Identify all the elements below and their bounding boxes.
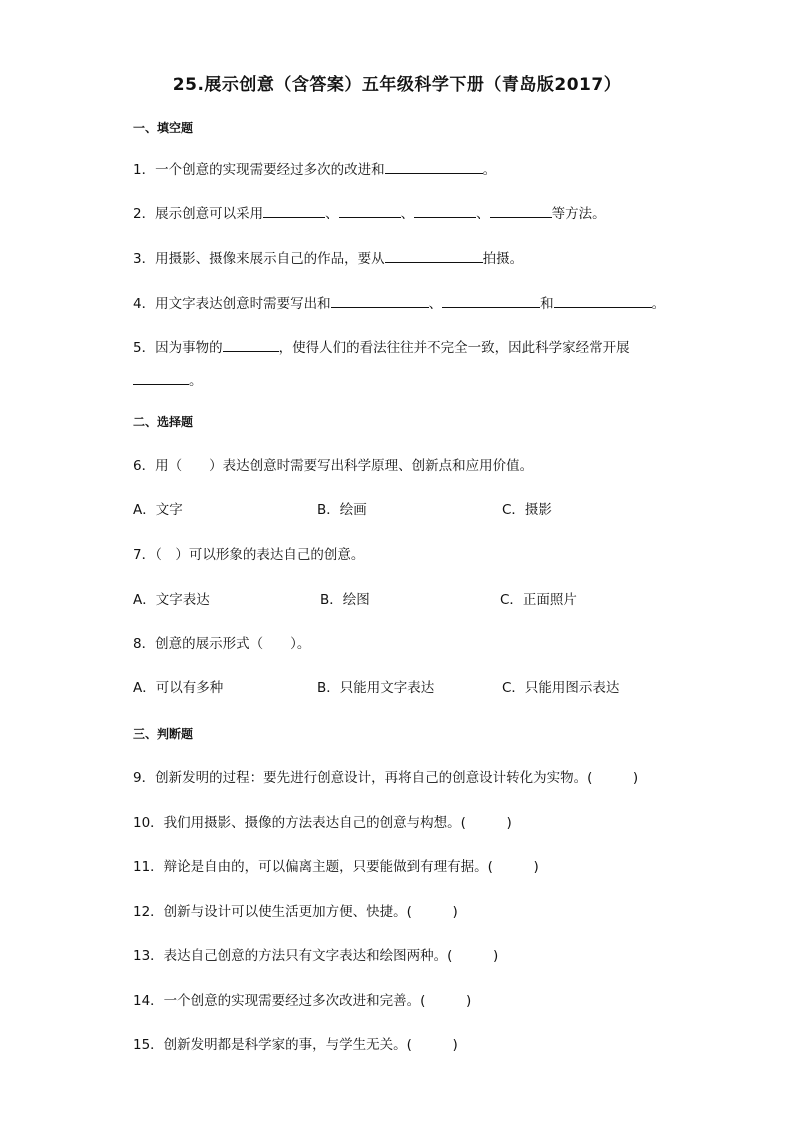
section-fill-heading: 一、填空题 [133, 121, 194, 135]
separator: 、 [325, 206, 339, 222]
option-c[interactable]: C．摄影 [502, 502, 552, 518]
answer-blank[interactable] [263, 202, 325, 218]
answer-blank[interactable] [554, 292, 652, 308]
question-text: 。 [651, 296, 666, 312]
question-text: 3．用摄影、摄像来展示自己的作品，要从 [133, 251, 385, 267]
separator: 、 [428, 296, 443, 312]
option-c[interactable]: C．正面照片 [500, 592, 577, 608]
question-text: 4．用文字表达创意时需要写出和 [133, 296, 331, 312]
separator: 、 [400, 206, 415, 222]
answer-blank[interactable] [490, 202, 552, 218]
question-5 [133, 336, 630, 358]
question-text: 拍摄。 [482, 251, 524, 267]
option-b[interactable]: B．只能用文字表达 [317, 680, 435, 696]
question-2 [133, 202, 606, 224]
question-5-continued [133, 369, 203, 391]
question-8: 8．创意的展示形式（ ）。 [133, 636, 311, 652]
separator: 、 [476, 206, 490, 222]
answer-blank[interactable] [223, 336, 279, 352]
question-1 [133, 158, 496, 180]
question-text: 1．一个创意的实现需要经过多次的改进和 [133, 162, 385, 178]
question-text: 。 [482, 162, 497, 178]
question-6: 6．用（ ）表达创意时需要写出科学原理、创新点和应用价值。 [133, 458, 534, 474]
question-text: ，使得人们的看法往往并不完全一致，因此科学家经常开展 [278, 340, 630, 356]
question-text: 。 [189, 373, 203, 389]
answer-blank[interactable] [133, 369, 189, 385]
answer-blank[interactable] [414, 202, 476, 218]
question-12: 12．创新与设计可以使生活更加方便、快捷。( ) [133, 904, 458, 920]
option-a[interactable]: A．文字 [133, 502, 183, 518]
option-a[interactable]: A．可以有多种 [133, 680, 224, 696]
answer-blank[interactable] [385, 247, 483, 263]
question-11: 11．辩论是自由的，可以偏离主题，只要能做到有理有据。( ) [133, 859, 539, 875]
question-15: 15．创新发明都是科学家的事，与学生无关。( ) [133, 1037, 458, 1053]
answer-blank[interactable] [442, 292, 540, 308]
question-4 [133, 292, 665, 314]
question-text: 2．展示创意可以采用 [133, 206, 264, 222]
section-judge-heading: 三、判断题 [133, 727, 194, 741]
option-a[interactable]: A．文字表达 [133, 592, 210, 608]
question-3 [133, 247, 523, 269]
page-title: 25.展示创意（含答案）五年级科学下册（青岛版2017） [172, 75, 622, 95]
answer-blank[interactable] [339, 202, 401, 218]
question-13: 13．表达自己创意的方法只有文字表达和绘图两种。( ) [133, 948, 499, 964]
question-text: 5．因为事物的 [133, 340, 223, 356]
option-b[interactable]: B．绘画 [317, 502, 367, 518]
question-7: 7．（ ）可以形象的表达自己的创意。 [133, 547, 365, 563]
question-10: 10．我们用摄影、摄像的方法表达自己的创意与构想。( ) [133, 815, 512, 831]
question-14: 14．一个创意的实现需要经过多次改进和完善。( ) [133, 993, 472, 1009]
question-text: 等方法。 [551, 206, 606, 222]
question-9: 9．创新发明的过程：要先进行创意设计，再将自己的创意设计转化为实物。( ) [133, 770, 639, 786]
answer-blank[interactable] [331, 292, 429, 308]
option-b[interactable]: B．绘图 [320, 592, 370, 608]
answer-blank[interactable] [385, 158, 483, 174]
section-choice-heading: 二、选择题 [133, 415, 194, 429]
question-text: 和 [540, 296, 554, 312]
option-c[interactable]: C．只能用图示表达 [502, 680, 620, 696]
